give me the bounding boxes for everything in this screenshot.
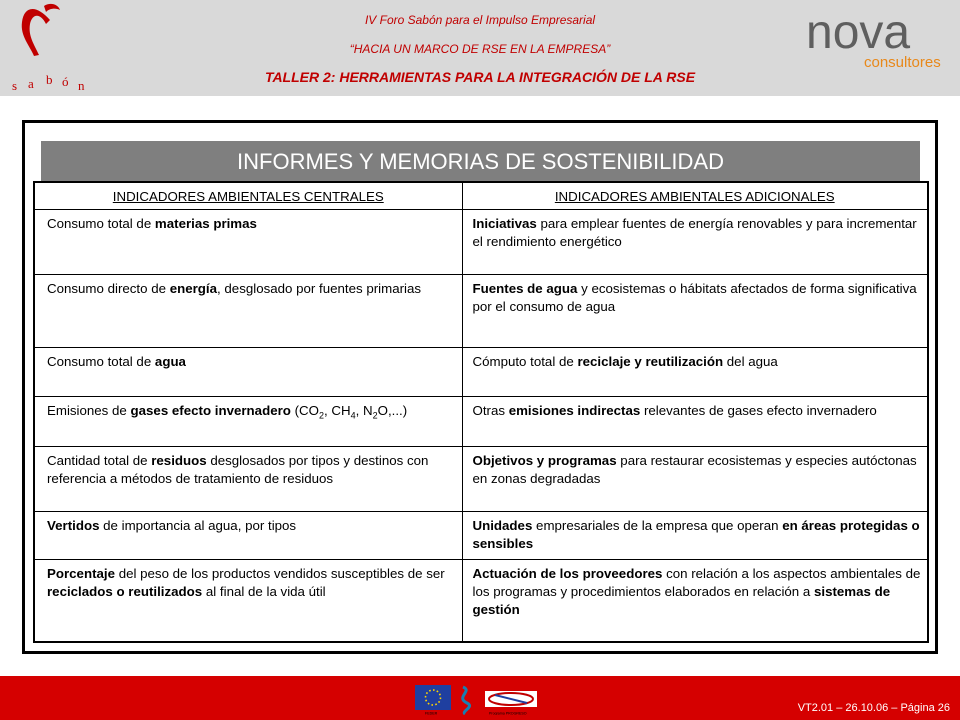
text-segment: , N bbox=[355, 403, 373, 418]
additional-indicator-cell bbox=[462, 348, 928, 397]
additional-indicator-cell bbox=[462, 447, 928, 512]
nova-logo-word: nova bbox=[806, 6, 911, 59]
bold-text: Fuentes de agua bbox=[472, 281, 578, 296]
wave-logo-icon bbox=[463, 687, 470, 714]
logo-caption-feder: FEDER bbox=[425, 711, 438, 715]
nova-consultores-logo bbox=[806, 8, 952, 72]
table-row bbox=[34, 348, 928, 397]
forum-title: IV Foro Sabón para el Impulso Empresarial bbox=[364, 13, 596, 27]
text-segment: Consumo directo de bbox=[47, 281, 170, 296]
core-indicator-cell bbox=[34, 447, 462, 512]
subscript-text: 4 bbox=[350, 410, 356, 421]
core-indicator-cell bbox=[34, 560, 462, 642]
page-info: VT2.01 – 26.10.06 – Página 26 bbox=[797, 702, 950, 714]
bold-text: sistemas de gestión bbox=[472, 584, 891, 617]
core-indicator-cell bbox=[34, 348, 462, 397]
bold-text: en áreas protegidas o sensibles bbox=[472, 518, 920, 551]
workshop-title: TALLER 2: HERRAMIENTAS PARA LA INTEGRACIÓN DE LA RSE bbox=[264, 69, 696, 85]
text-segment: al final de la vida útil bbox=[202, 584, 326, 599]
header-band bbox=[0, 0, 960, 96]
bold-text: energía bbox=[169, 281, 218, 296]
funding-logos bbox=[415, 685, 565, 715]
sabon-letter-n: n bbox=[78, 78, 85, 93]
table-row bbox=[34, 275, 928, 348]
bold-text: Porcentaje bbox=[47, 566, 115, 581]
bold-text: Actuación de los proveedores bbox=[472, 566, 663, 581]
bold-text: gases efecto invernadero bbox=[130, 403, 291, 418]
bold-text: Unidades bbox=[472, 518, 533, 533]
text-segment: de importancia al agua, por tipos bbox=[99, 518, 297, 533]
bold-text: agua bbox=[154, 354, 186, 369]
text-segment: con relación a los aspectos ambientales de los programas y procedimientos elaborados en relación a bbox=[472, 566, 921, 599]
additional-indicator-cell bbox=[462, 512, 928, 560]
core-indicator-cell bbox=[34, 512, 462, 560]
sabon-letter-o: ó bbox=[62, 74, 69, 89]
text-segment: Cantidad total de bbox=[47, 453, 152, 468]
logo-caption-progreso: Programa PROGRESO bbox=[489, 711, 527, 715]
additional-indicator-cell bbox=[462, 275, 928, 348]
text-segment: O,...) bbox=[377, 403, 408, 418]
text-segment: para emplear fuentes de energía renovables y para incrementar el rendimiento energético bbox=[472, 216, 917, 249]
bold-text: reciclados o reutilizados bbox=[47, 584, 203, 599]
text-segment: (CO bbox=[290, 403, 319, 418]
sabon-letter-b: b bbox=[46, 72, 53, 87]
text-segment: y ecosistemas o hábitats afectados de forma significativa por el consumo de agua bbox=[472, 281, 917, 314]
text-segment: desglosados por tipos y destinos con referencia a métodos de tratamiento de residuos bbox=[47, 453, 429, 486]
subscript-text: 2 bbox=[318, 410, 324, 421]
slide-title: INFORMES Y MEMORIAS DE SOSTENIBILIDAD bbox=[41, 141, 920, 183]
table-row bbox=[34, 447, 928, 512]
additional-indicator-cell bbox=[462, 397, 928, 447]
subscript-text: 2 bbox=[372, 410, 378, 421]
text-segment: empresariales de la empresa que operan bbox=[532, 518, 783, 533]
additional-indicator-cell bbox=[462, 560, 928, 642]
bold-text: Objetivos y programas bbox=[472, 453, 617, 468]
core-indicator-cell bbox=[34, 210, 462, 275]
text-segment: , desglosado por fuentes primarias bbox=[217, 281, 422, 296]
table-row bbox=[34, 397, 928, 447]
text-segment: del agua bbox=[723, 354, 778, 369]
table-row bbox=[34, 512, 928, 560]
core-indicator-cell bbox=[34, 275, 462, 348]
text-segment: Otras bbox=[472, 403, 509, 418]
table-header-row bbox=[34, 182, 928, 210]
table-row bbox=[34, 560, 928, 642]
text-segment: Consumo total de bbox=[47, 354, 155, 369]
table-row bbox=[34, 210, 928, 275]
text-segment: para restaurar ecosistemas y especies autóctonas en zonas degradadas bbox=[472, 453, 917, 486]
text-segment: , CH bbox=[323, 403, 351, 418]
sabon-letter-s: s bbox=[12, 78, 18, 93]
bold-text: Iniciativas bbox=[472, 216, 537, 231]
bold-text: Vertidos bbox=[47, 518, 100, 533]
core-indicator-cell bbox=[34, 397, 462, 447]
indicators-table bbox=[33, 181, 929, 643]
header-core-indicators: INDICADORES AMBIENTALES CENTRALES bbox=[34, 182, 462, 210]
header-additional-indicators: INDICADORES AMBIENTALES ADICIONALES bbox=[462, 182, 928, 210]
text-segment: Emisiones de bbox=[47, 403, 131, 418]
sabon-letter-a: a bbox=[28, 76, 34, 91]
bold-text: reciclaje y reutilización bbox=[577, 354, 724, 369]
bold-text: residuos bbox=[151, 453, 207, 468]
bold-text: emisiones indirectas bbox=[508, 403, 641, 418]
forum-subtitle: “HACIA UN MARCO DE RSE EN LA EMPRESA” bbox=[349, 42, 611, 56]
bold-text: materias primas bbox=[154, 216, 257, 231]
text-segment: Consumo total de bbox=[47, 216, 155, 231]
text-segment: del peso de los productos vendidos susceptibles de ser bbox=[115, 566, 445, 581]
text-segment: Cómputo total de bbox=[472, 354, 578, 369]
eu-flag-icon bbox=[415, 685, 451, 710]
text-segment: relevantes de gases efecto invernadero bbox=[640, 403, 877, 418]
nova-logo-sub: consultores bbox=[864, 54, 941, 71]
additional-indicator-cell bbox=[462, 210, 928, 275]
